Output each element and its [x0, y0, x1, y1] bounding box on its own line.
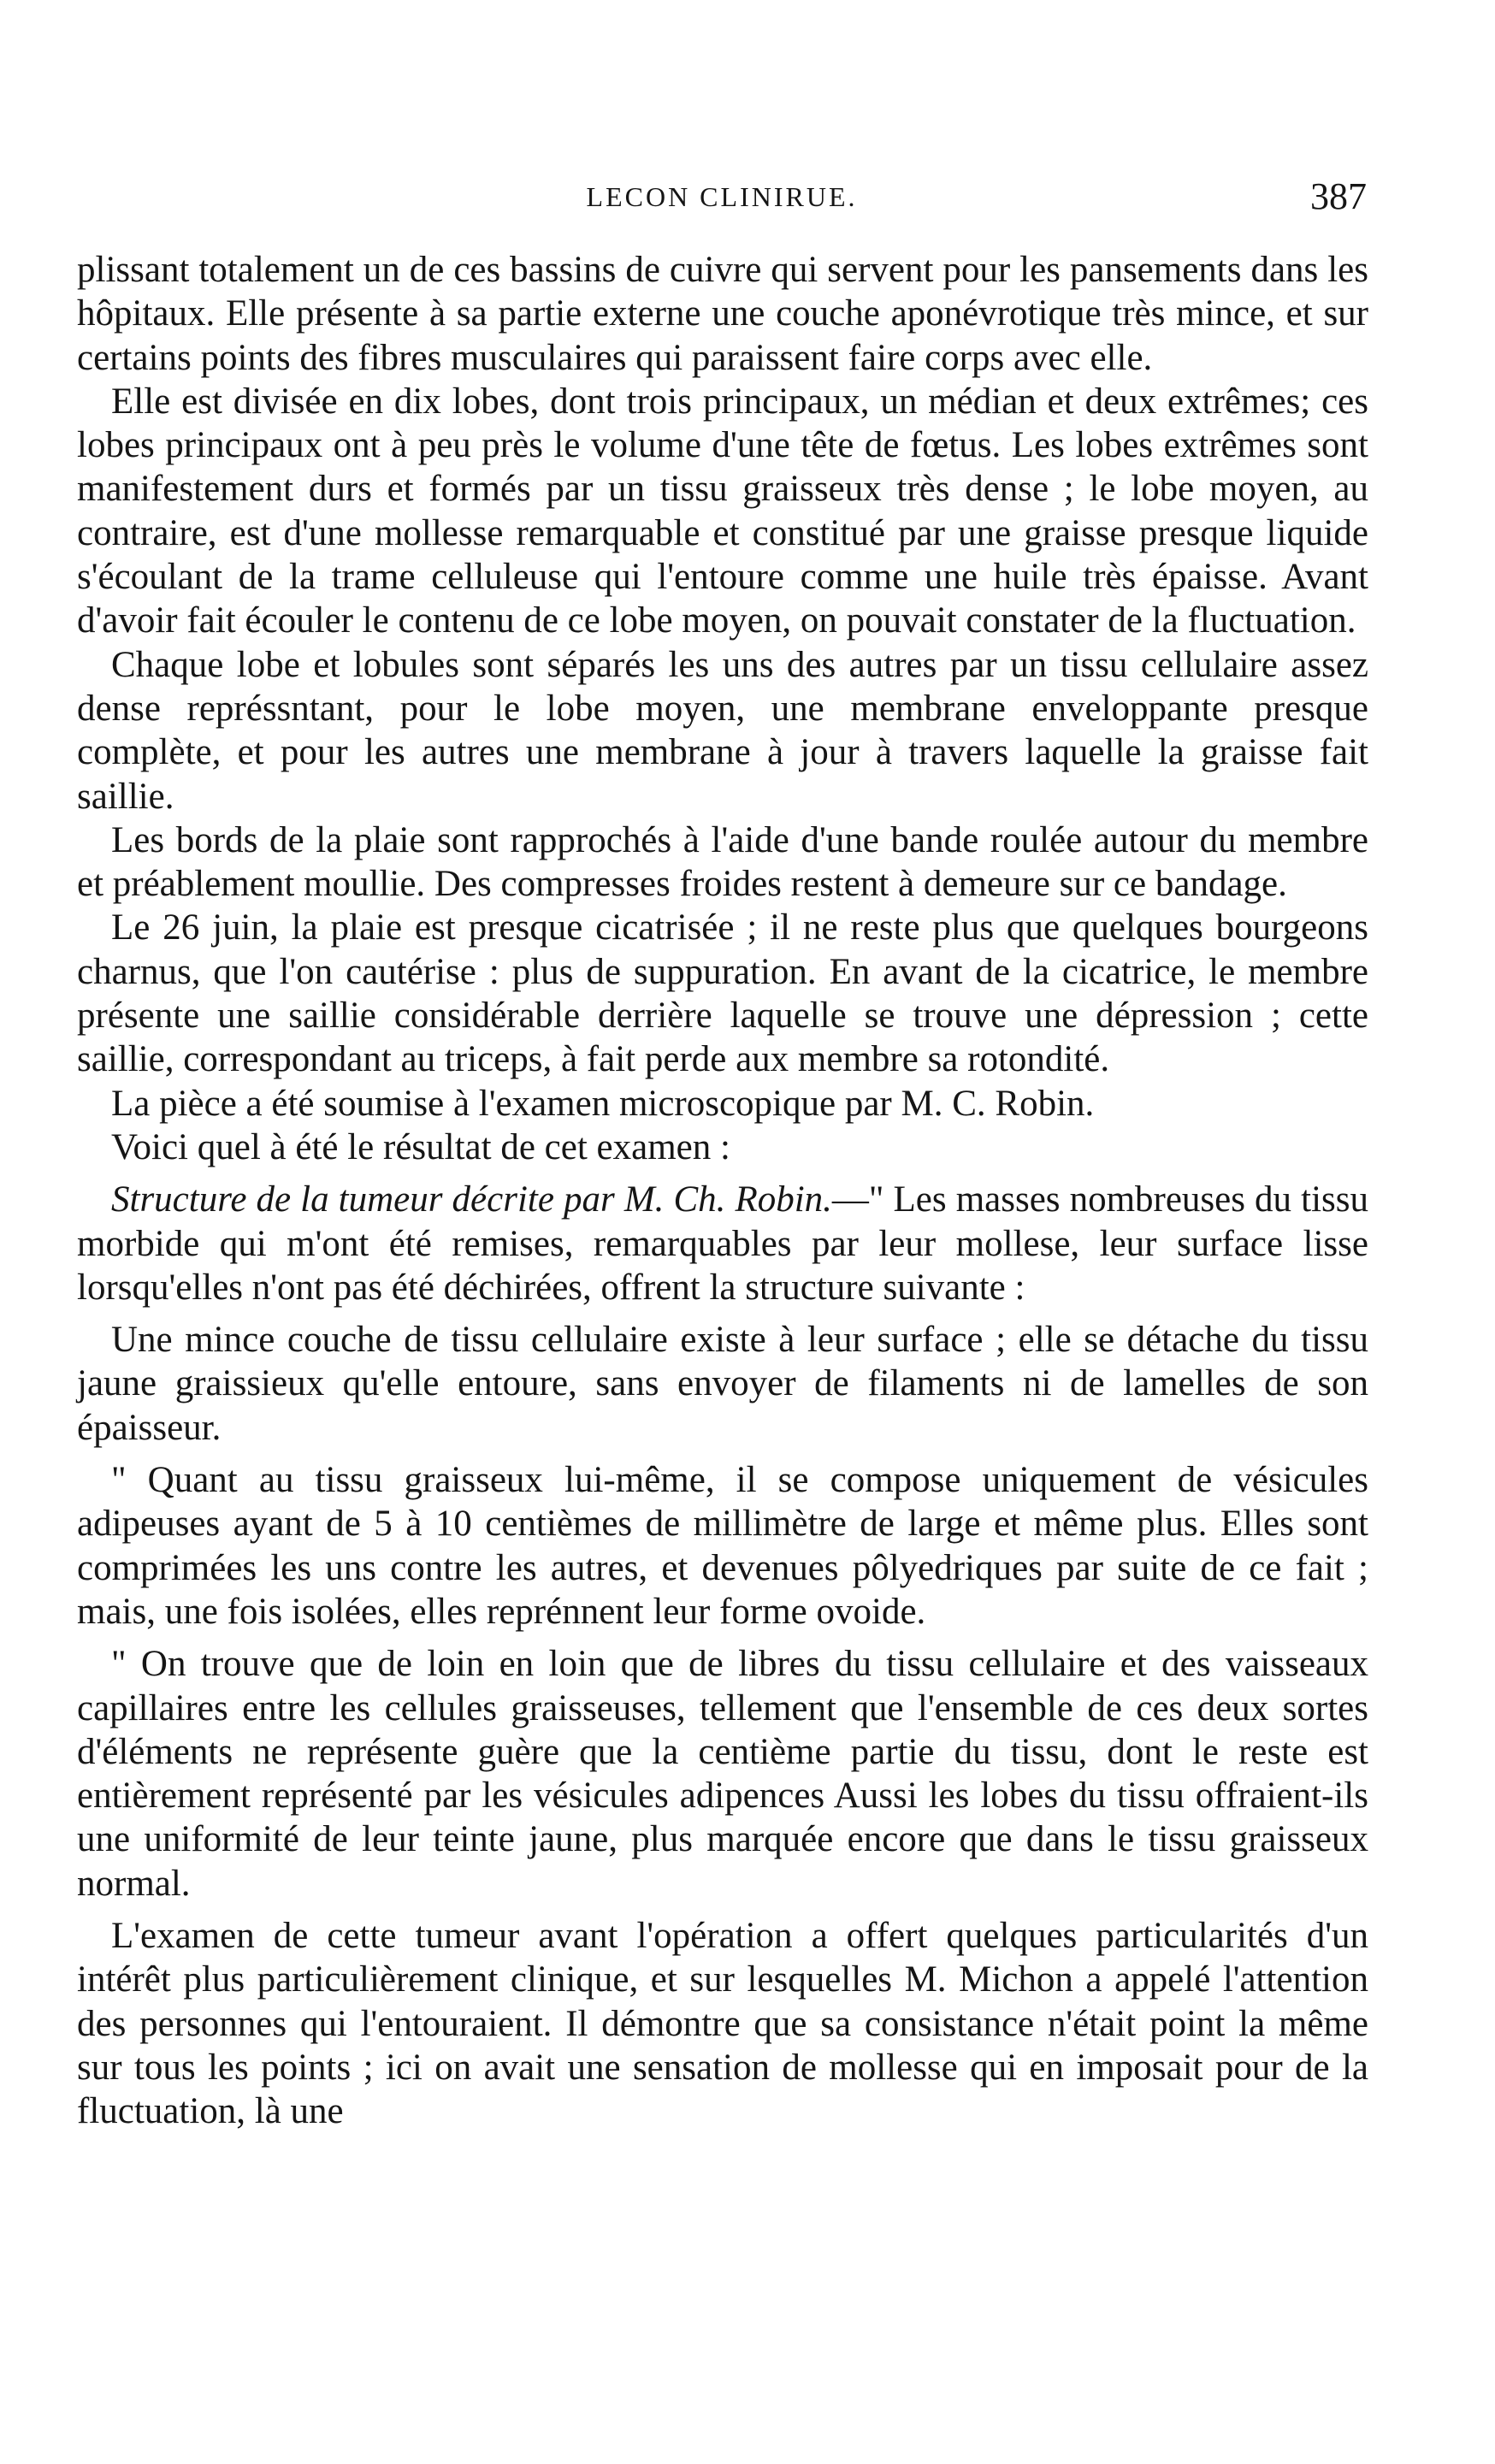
paragraph: Les bords de la plaie sont rapprochés à l'aide d'une bande roulée autour du membre et préablement moullie. Des compresses froides restent à demeure sur ce bandage. — [77, 819, 1368, 905]
paragraph: La pièce a été soumise à l'examen microscopique par M. C. Robin. — [111, 1083, 1095, 1124]
paragraph: " On trouve que de loin en loin que de libres du tissu cellulaire et des vaisseaux capillaires entre les cellules graisseuses, tellement que l'ensemble de ces deux sortes d'éléments ne représente guère que la centième partie du tissu, dont le reste est entièrement représenté par les vésicules adipences Aussi les lobes du tissu offraient-ils une uniformité de leur teinte jaune, plus marquée encore que dans le tissu graisseux normal. — [77, 1644, 1368, 1904]
running-head — [77, 171, 1367, 222]
paragraph: plissant totalement un de ces bassins de cuivre qui servent pour les pansements dans les hôpitaux. Elle présente à sa partie externe une couche aponévrotique très mince, et sur certains points des fibres musculaires qui paraissent faire corps avec elle. — [77, 250, 1368, 378]
structure-title: Structure de la tumeur décrite par M. Ch. Robin. — [111, 1179, 832, 1220]
running-title: LECON CLINIRUE. — [586, 181, 858, 212]
paragraph: Le 26 juin, la plaie est presque cicatrisée ; il ne reste plus que quelques bourgeons charnus, que l'on cautérise : plus de suppuration. En avant de la cicatrice, le membre présente une saillie considérable derrière laquelle se trouve une dépression ; cette saillie, correspondant au triceps, à fait perde aux membre sa rotondité. — [77, 907, 1368, 1080]
paragraph: Elle est divisée en dix lobes, dont trois principaux, un médian et deux extrêmes; ces lobes principaux ont à peu près le volume d'une tête de fœtus. Les lobes extrêmes sont manifestement durs et formés par un tissu graisseux très dense ; le lobe moyen, au contraire, est d'une mollesse remarquable et constitué par une graisse presque liquide s'écoulant de la trame celluleuse qui l'entoure comme une huile très épaisse. Avant d'avoir fait écouler le contenu de ce lobe moyen, on pouvait constater de la fluctuation. — [77, 381, 1368, 641]
paragraph: Une mince couche de tissu cellulaire existe à leur surface ; elle se détache du tissu jaune graissieux qu'elle entoure, sans envoyer de filaments ni de lamelles de son épaisseur. — [77, 1320, 1368, 1448]
body-text — [77, 248, 1368, 2133]
paragraph: L'examen de cette tumeur avant l'opération a offert quelques particularités d'un intérêt plus particulièrement clinique, et sur lesquelles M. Michon a appelé l'attention des personnes qui l'entouraient. Il démontre que sa consistance n'était point la même sur tous les points ; ici on avait une sensation de mollesse qui en imposait pour de la fluctuation, là une — [77, 1915, 1368, 2132]
paragraph: Chaque lobe et lobules sont séparés les uns des autres par un tissu cellulaire assez dense représsntant, pour le lobe moyen, une membrane enveloppante presque complète, et pour les autres une membrane à jour à travers laquelle la graisse fait saillie. — [77, 644, 1368, 817]
paragraph: Voici quel à été le résultat de cet examen : — [111, 1126, 730, 1167]
paragraph: " Quant au tissu graisseux lui-même, il se compose uniquement de vésicules adipeuses ayant de 5 à 10 centièmes de millimètre de large et même plus. Elles sont comprimées les uns contre les autres, et devenues pôlyedriques par suite de ce fait ; mais, une fois isolées, elles reprénnent leur forme ovoide. — [77, 1460, 1368, 1632]
structure-paragraph — [77, 1178, 1368, 1309]
structure-text: —" Les masses nombreuses du tissu morbide qui m'ont été remises, remarquables par leur mollese, leur surface lisse lorsqu'elles n'ont pas été déchirées, offrent la structure suivante : — [77, 1179, 1368, 1308]
page-number: 387 — [1310, 175, 1367, 217]
